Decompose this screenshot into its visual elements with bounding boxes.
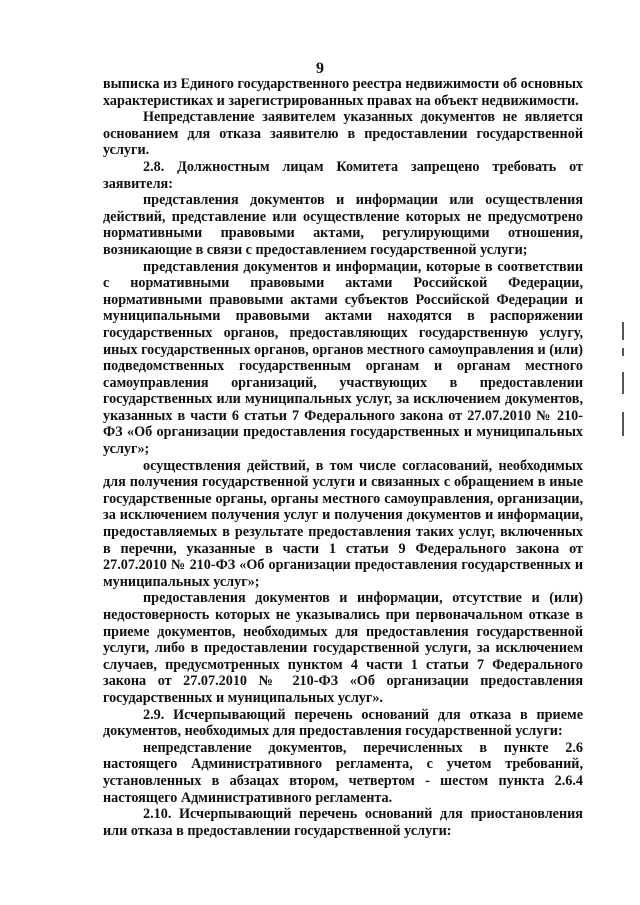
paragraph: предоставления документов и информации, отсутствие и (или) недостоверность которых не указывались при первоначальном отказе в приеме документов, необходимых для предоставления государственной услуги, либо в предоставлении государственной услуги, за исключением случаев, предусмотренных пунктом 4 части 1 статьи 7 Федерального закона от 27.07.2010 № 210-ФЗ «Об организации предоставления государственных и муниципальных услуг». [103, 590, 583, 706]
scan-edge-mark [622, 322, 624, 340]
paragraph: представления документов и информации, которые в соответствии с нормативными правовыми актами Российской Федерации, нормативными правовыми актами субъектов Российской Федерации и муниципальными правовыми актами находятся в распоряжении государственных органов, предоставляющих государственную услугу, иных государственных органов, органов местного самоуправления и (или) подведомственных государственным органам и органам местного самоуправления организаций, участвующих в предоставлении государственных или муниципальных услуг, за исключением документов, указанных в части 6 статьи 7 Федерального закона от 27.07.2010 № 210-ФЗ «Об организации предоставления государственных и муниципальных услуг»; [103, 258, 583, 458]
section-heading: 2.8. Должностным лицам Комитета запрещено требовать от заявителя: [103, 158, 583, 192]
paragraph: осуществления действий, в том числе согласований, необходимых для получения государственной услуги и связанных с обращением в иные государственные органы, органы местного самоуправления, организации, за исключением получения услуг и получения документов и информации, предоставляемых в результате предоставления таких услуг, включенных в перечни, указанные в части 1 статьи 9 Федерального закона от 27.07.2010 № 210-ФЗ «Об организации предоставления государственных и муниципальных услуг»; [103, 457, 583, 590]
page-number: 9 [316, 60, 324, 77]
paragraph: непредставление документов, перечисленных в пункте 2.6 настоящего Административного регламента, с учетом требований, установленных в абзацах втором, четвертом - шестом пункта 2.6.4 настоящего Административного регламента. [103, 739, 583, 806]
scan-edge-mark [622, 372, 624, 394]
section-heading: 2.10. Исчерпывающий перечень оснований для приостановления или отказа в предоставлении государственной услуги: [103, 806, 583, 839]
section-heading: 2.9. Исчерпывающий перечень оснований для отказа в приеме документов, необходимых для предоставления государственной услуги: [103, 706, 583, 740]
scan-edge-mark [622, 412, 624, 436]
document-body [103, 76, 583, 839]
paragraph: Непредставление заявителем указанных документов не является основанием для отказа заявителю в предоставлении государственной услуги. [103, 109, 583, 159]
paragraph: выписка из Единого государственного реестра недвижимости об основных характеристиках и зарегистрированных правах на объект недвижимости. [103, 76, 583, 109]
paragraph: представления документов и информации или осуществления действий, представление или осуществление которых не предусмотрено нормативными правовыми актами, регулирующими отношения, возникающие в связи с предоставлением государственной услуги; [103, 192, 583, 258]
scan-edge-mark [622, 348, 624, 356]
